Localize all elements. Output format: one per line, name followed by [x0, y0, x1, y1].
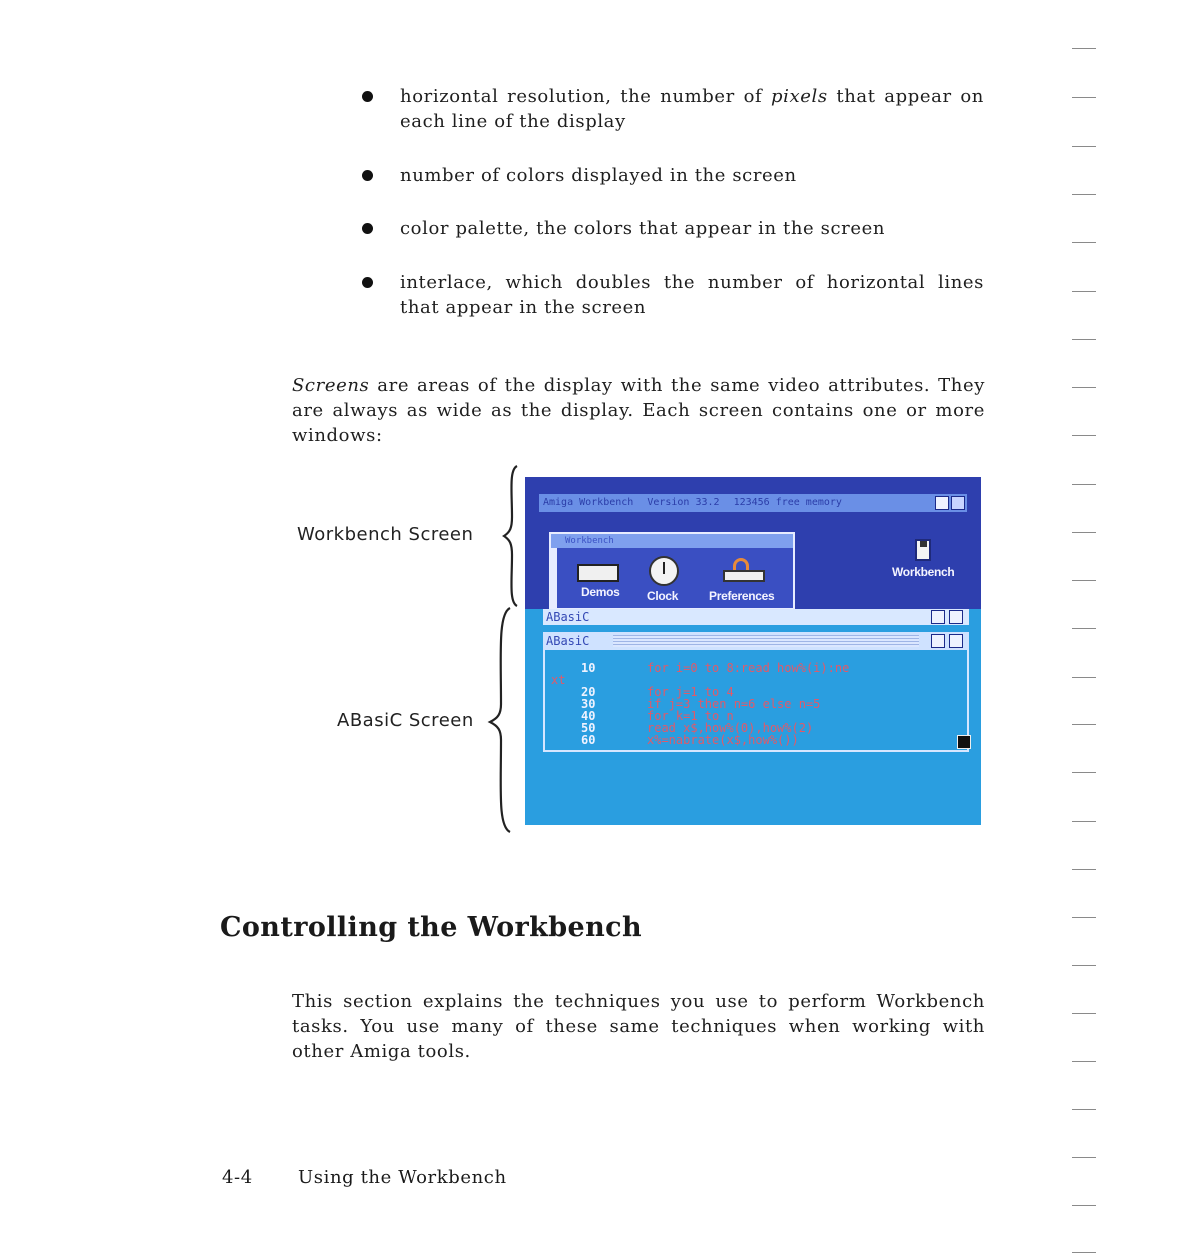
title-bar-stripes	[613, 635, 919, 647]
margin-tick	[1072, 484, 1096, 485]
margin-tick	[1072, 146, 1096, 147]
margin-tick	[1072, 1205, 1096, 1206]
preferences-icon[interactable]	[733, 558, 749, 570]
size-gadget[interactable]	[957, 735, 971, 749]
abasic-screen-label: ABasiC Screen	[337, 710, 474, 731]
bullet-text: interlace, which doubles the number of horizontal lines that appear in the screen	[400, 272, 984, 318]
margin-tick	[1072, 917, 1096, 918]
margin-tick	[1072, 242, 1096, 243]
line-number: 10	[581, 661, 596, 675]
code-line: for j=1 to 4	[647, 685, 734, 699]
abasic-window-front-gadget[interactable]	[949, 634, 963, 648]
depth-front-gadget[interactable]	[951, 496, 965, 510]
margin-tick	[1072, 821, 1096, 822]
clock-icon-label[interactable]: Clock	[647, 589, 679, 603]
bullet-number-of-colors	[362, 163, 984, 188]
workbench-window	[549, 532, 795, 610]
margin-tick	[1072, 772, 1096, 773]
margin-tick	[1072, 339, 1096, 340]
code-line: x%=nabrate(x$,how%())	[647, 733, 799, 747]
bullet-dot	[362, 170, 373, 181]
margin-tick	[1072, 724, 1096, 725]
bullet-dot	[362, 277, 373, 288]
margin-tick	[1072, 435, 1096, 436]
margin-tick	[1072, 387, 1096, 388]
bullet-dot	[362, 223, 373, 234]
code-line: read x$,how%(0),how%(2)	[647, 721, 814, 735]
abasic-brace	[486, 604, 516, 836]
window-border	[551, 548, 557, 608]
margin-tick	[1072, 48, 1096, 49]
window-title-bar: Workbench	[551, 534, 793, 548]
margin-tick	[1072, 1013, 1096, 1014]
abasic-window-back-gadget[interactable]	[931, 634, 945, 648]
margin-tick	[1072, 1252, 1096, 1253]
demos-drawer-icon[interactable]	[577, 564, 619, 582]
margin-tick	[1072, 580, 1096, 581]
line-number: 20	[581, 685, 596, 699]
depth-back-gadget[interactable]	[935, 496, 949, 510]
abasic-screen-strip: ABasiC	[543, 609, 969, 625]
line-number: 60	[581, 733, 596, 747]
margin-tick	[1072, 194, 1096, 195]
workbench-title-bar: Amiga Workbench Version 33.2 123456 free memory	[539, 494, 967, 512]
margin-tick	[1072, 1109, 1096, 1110]
demos-icon-label[interactable]: Demos	[581, 585, 620, 599]
bullet-text: number of colors displayed in the screen	[400, 165, 797, 186]
margin-tick	[1072, 291, 1096, 292]
bullet-horizontal-resolution	[362, 84, 984, 134]
preferences-icon-base[interactable]	[723, 570, 765, 582]
code-line: for i=0 to 8:read how%(i):ne	[647, 661, 850, 675]
bullet-interlace	[362, 270, 984, 320]
line-number: 30	[581, 697, 596, 711]
abasic-title-bar: ABasiC	[543, 632, 969, 650]
margin-tick	[1072, 628, 1096, 629]
margin-tick	[1072, 869, 1096, 870]
abasic-depth-front-gadget[interactable]	[949, 610, 963, 624]
bullet-text: color palette, the colors that appear in the screen	[400, 218, 886, 239]
workbench-brace	[500, 462, 524, 610]
margin-tick	[1072, 532, 1096, 533]
line-number: 50	[581, 721, 596, 735]
workbench-disk-label[interactable]: Workbench	[892, 565, 955, 579]
preferences-icon-label[interactable]: Preferences	[709, 589, 775, 603]
footer-chapter: Using the Workbench	[298, 1167, 507, 1188]
code-line: xt	[551, 673, 566, 687]
line-number: 40	[581, 709, 596, 723]
clock-icon[interactable]	[649, 556, 679, 586]
code-line: for k=1 to n	[647, 709, 734, 723]
margin-tick	[1072, 1061, 1096, 1062]
workbench-disk-icon[interactable]	[915, 539, 931, 561]
margin-tick	[1072, 677, 1096, 678]
screens-paragraph: Screens are areas of the display with the same video attributes. They are always as wide as the display. Each screen contains one or more windows:	[292, 375, 985, 446]
amiga-screenshot	[525, 477, 981, 825]
workbench-screen	[525, 477, 981, 609]
bullet-dot	[362, 91, 373, 102]
screens-term: Screens	[292, 375, 370, 396]
code-line: if j=3 then n=6 else n=5	[647, 697, 821, 711]
workbench-screen-label: Workbench Screen	[297, 524, 474, 545]
section-paragraph: This section explains the techniques you use to perform Workbench tasks. You use many of these same techniques when working with other Amiga tools.	[292, 991, 985, 1062]
margin-tick	[1072, 97, 1096, 98]
section-heading: Controlling the Workbench	[220, 912, 643, 943]
bullet-color-palette	[362, 216, 984, 241]
bullet-text: horizontal resolution, the number of pixels that appear on each line of the display	[400, 86, 984, 132]
page-number: 4-4	[222, 1167, 253, 1188]
abasic-depth-back-gadget[interactable]	[931, 610, 945, 624]
margin-tick	[1072, 965, 1096, 966]
margin-tick	[1072, 1157, 1096, 1158]
